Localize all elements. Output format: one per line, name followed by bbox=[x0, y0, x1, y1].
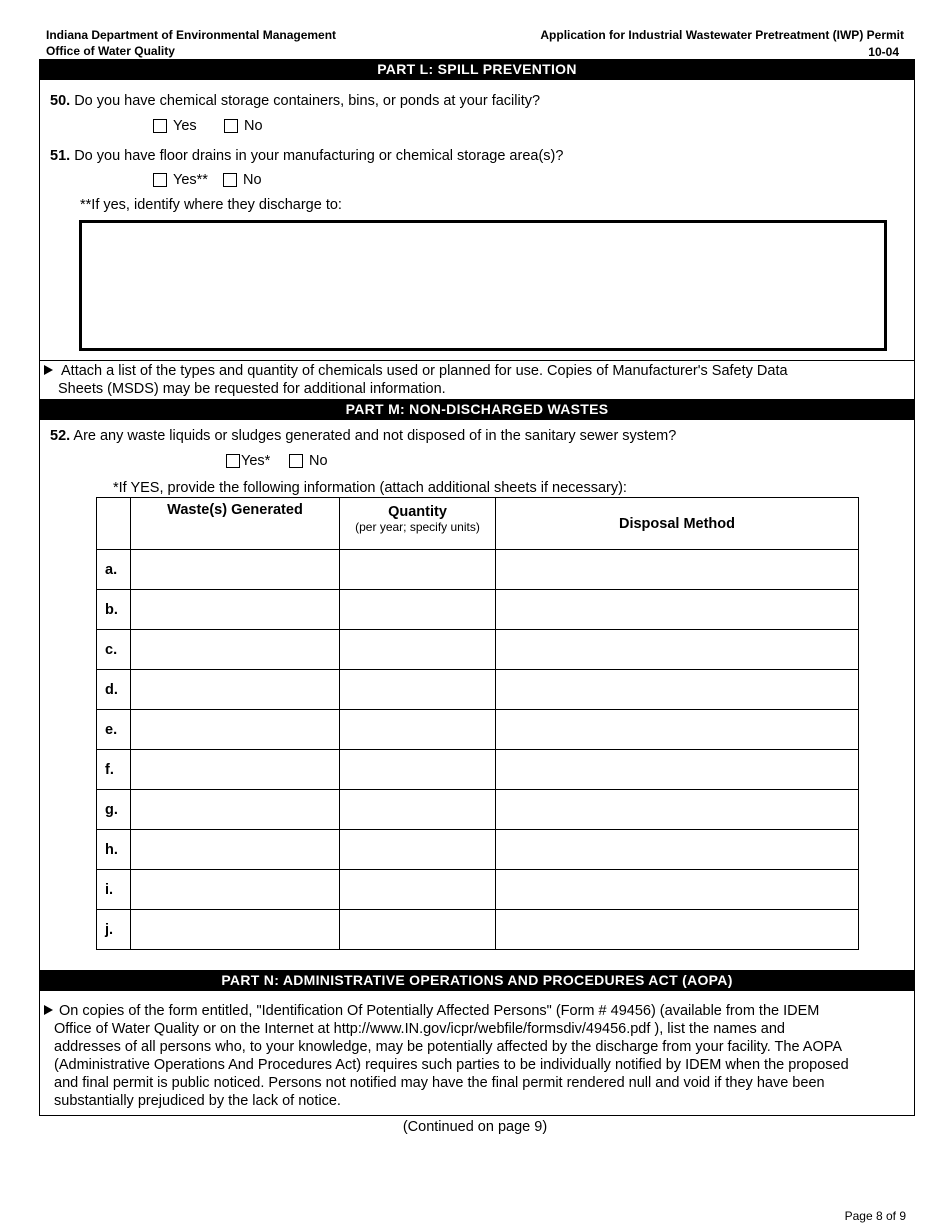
continued-note: (Continued on page 9) bbox=[402, 1119, 548, 1135]
table-row bbox=[97, 670, 859, 710]
waste-generated-cell[interactable] bbox=[131, 910, 340, 950]
row-label: j. bbox=[97, 910, 131, 950]
attach-note-line1: Attach a list of the types and quantity of chemicals used or planned for use. Copies of Manufacturer's Safety Data bbox=[61, 363, 788, 379]
part-m-title: PART M: NON-DISCHARGED WASTES bbox=[39, 399, 915, 420]
form-title: Application for Industrial Wastewater Pretreatment (IWP) Permit bbox=[540, 28, 904, 42]
row-label: a. bbox=[97, 550, 131, 590]
disposal-method-cell[interactable] bbox=[496, 670, 859, 710]
q51-yes-option[interactable] bbox=[153, 171, 208, 189]
row-label-header bbox=[97, 498, 131, 550]
row-label: f. bbox=[97, 750, 131, 790]
q51-no-checkbox[interactable] bbox=[223, 173, 237, 187]
waste-generated-cell[interactable] bbox=[131, 830, 340, 870]
q51-yes-checkbox[interactable] bbox=[153, 173, 167, 187]
q50-no-label: No bbox=[244, 118, 263, 134]
q52-no-option[interactable] bbox=[289, 452, 328, 470]
arrow-bullet-icon bbox=[44, 1005, 53, 1015]
q52-question bbox=[50, 427, 676, 445]
table-row bbox=[97, 710, 859, 750]
attach-note bbox=[44, 362, 904, 398]
q52-number: 52. bbox=[50, 428, 71, 444]
wastes-table-body bbox=[97, 550, 859, 950]
waste-generated-cell[interactable] bbox=[131, 750, 340, 790]
attach-note-line2: Sheets (MSDS) may be requested for additional information. bbox=[58, 381, 446, 397]
q51-no-label: No bbox=[243, 172, 262, 188]
disposal-method-cell[interactable] bbox=[496, 830, 859, 870]
aopa-paragraph bbox=[44, 1002, 908, 1110]
q52-yes-checkbox[interactable] bbox=[226, 454, 240, 468]
q50-question bbox=[50, 92, 540, 110]
quantity-cell[interactable] bbox=[340, 830, 496, 870]
aopa-line-3: addresses of all persons who, to your knowledge, may be potentially affected by the discharge from your facility. The AOPA bbox=[54, 1039, 842, 1055]
quantity-cell[interactable] bbox=[340, 870, 496, 910]
discharge-location-textarea[interactable] bbox=[79, 220, 887, 351]
q50-number: 50. bbox=[50, 93, 71, 109]
row-label: b. bbox=[97, 590, 131, 630]
q51-yes-label: Yes** bbox=[173, 172, 208, 188]
form-code: 10-04 bbox=[868, 45, 899, 59]
q50-yes-checkbox[interactable] bbox=[153, 119, 167, 133]
disposal-method-cell[interactable] bbox=[496, 630, 859, 670]
q52-text: Are any waste liquids or sludges generated and not disposed of in the sanitary sewer system? bbox=[70, 428, 677, 444]
disposal-method-cell[interactable] bbox=[496, 590, 859, 630]
org-line-2: Office of Water Quality bbox=[46, 44, 175, 58]
org-line-1: Indiana Department of Environmental Management bbox=[46, 28, 337, 42]
waste-generated-cell[interactable] bbox=[131, 790, 340, 830]
disposal-method-cell[interactable] bbox=[496, 750, 859, 790]
q52-note: *If YES, provide the following information (attach additional sheets if necessary): bbox=[113, 480, 627, 496]
row-label: i. bbox=[97, 870, 131, 910]
quantity-cell[interactable] bbox=[340, 710, 496, 750]
row-label: c. bbox=[97, 630, 131, 670]
q50-no-checkbox[interactable] bbox=[224, 119, 238, 133]
part-n-title: PART N: ADMINISTRATIVE OPERATIONS AND PROCEDURES ACT (AOPA) bbox=[39, 970, 915, 991]
waste-generated-cell[interactable] bbox=[131, 630, 340, 670]
disposal-method-cell[interactable] bbox=[496, 910, 859, 950]
quantity-header-sub: (per year; specify units) bbox=[355, 520, 480, 534]
aopa-line-4: (Administrative Operations And Procedures Act) requires such parties to be individually notified by IDEM when the proposed bbox=[54, 1057, 849, 1073]
q51-text: Do you have floor drains in your manufacturing or chemical storage area(s)? bbox=[70, 148, 564, 164]
row-label: d. bbox=[97, 670, 131, 710]
wastes-table-header bbox=[97, 498, 859, 550]
quantity-cell[interactable] bbox=[340, 790, 496, 830]
aopa-line-5: and final permit is public noticed. Persons not notified may have the final permit rendered null and void if they have been bbox=[54, 1075, 825, 1091]
row-label: h. bbox=[97, 830, 131, 870]
waste-generated-header: Waste(s) Generated bbox=[131, 498, 340, 550]
q51-note: **If yes, identify where they discharge to: bbox=[80, 197, 342, 213]
table-row bbox=[97, 830, 859, 870]
page-number: Page 8 of 9 bbox=[844, 1209, 906, 1223]
table-row bbox=[97, 750, 859, 790]
disposal-method-header: Disposal Method bbox=[496, 498, 859, 550]
q52-no-label: No bbox=[309, 453, 328, 469]
row-label: g. bbox=[97, 790, 131, 830]
aopa-line-1: On copies of the form entitled, "Identification Of Potentially Affected Persons" (Form # 49456) (available from the IDEM bbox=[59, 1003, 820, 1019]
quantity-cell[interactable] bbox=[340, 670, 496, 710]
wastes-table bbox=[96, 497, 859, 950]
quantity-header-label: Quantity bbox=[388, 504, 447, 520]
q50-no-option[interactable] bbox=[224, 117, 263, 135]
table-row bbox=[97, 910, 859, 950]
waste-generated-cell[interactable] bbox=[131, 590, 340, 630]
aopa-line-2: Office of Water Quality or on the Internet at http://www.IN.gov/icpr/webfile/formsdiv/49456.pdf ), list the names and bbox=[54, 1021, 785, 1037]
table-row bbox=[97, 630, 859, 670]
disposal-method-cell[interactable] bbox=[496, 550, 859, 590]
disposal-method-cell[interactable] bbox=[496, 870, 859, 910]
q52-yes-option[interactable] bbox=[226, 452, 270, 470]
q50-yes-option[interactable] bbox=[153, 117, 197, 135]
table-row bbox=[97, 590, 859, 630]
quantity-cell[interactable] bbox=[340, 630, 496, 670]
quantity-cell[interactable] bbox=[340, 550, 496, 590]
q52-no-checkbox[interactable] bbox=[289, 454, 303, 468]
disposal-method-cell[interactable] bbox=[496, 710, 859, 750]
q51-question bbox=[50, 147, 563, 165]
q52-yes-label: Yes* bbox=[241, 453, 271, 469]
waste-generated-cell[interactable] bbox=[131, 670, 340, 710]
waste-generated-cell[interactable] bbox=[131, 550, 340, 590]
q51-number: 51. bbox=[50, 148, 71, 164]
quantity-header bbox=[340, 498, 496, 550]
table-row bbox=[97, 790, 859, 830]
table-row bbox=[97, 550, 859, 590]
waste-generated-cell[interactable] bbox=[131, 710, 340, 750]
table-row bbox=[97, 870, 859, 910]
waste-generated-cell[interactable] bbox=[131, 870, 340, 910]
quantity-cell[interactable] bbox=[340, 750, 496, 790]
q51-no-option[interactable] bbox=[223, 171, 262, 189]
row-label: e. bbox=[97, 710, 131, 750]
disposal-method-cell[interactable] bbox=[496, 790, 859, 830]
q50-text: Do you have chemical storage containers, bins, or ponds at your facility? bbox=[70, 93, 541, 109]
q50-yes-label: Yes bbox=[173, 118, 197, 134]
part-l-title: PART L: SPILL PREVENTION bbox=[39, 59, 915, 80]
aopa-line-6: substantially prejudiced by the lack of notice. bbox=[54, 1093, 341, 1109]
quantity-cell[interactable] bbox=[340, 910, 496, 950]
arrow-bullet-icon bbox=[44, 365, 53, 375]
quantity-cell[interactable] bbox=[340, 590, 496, 630]
